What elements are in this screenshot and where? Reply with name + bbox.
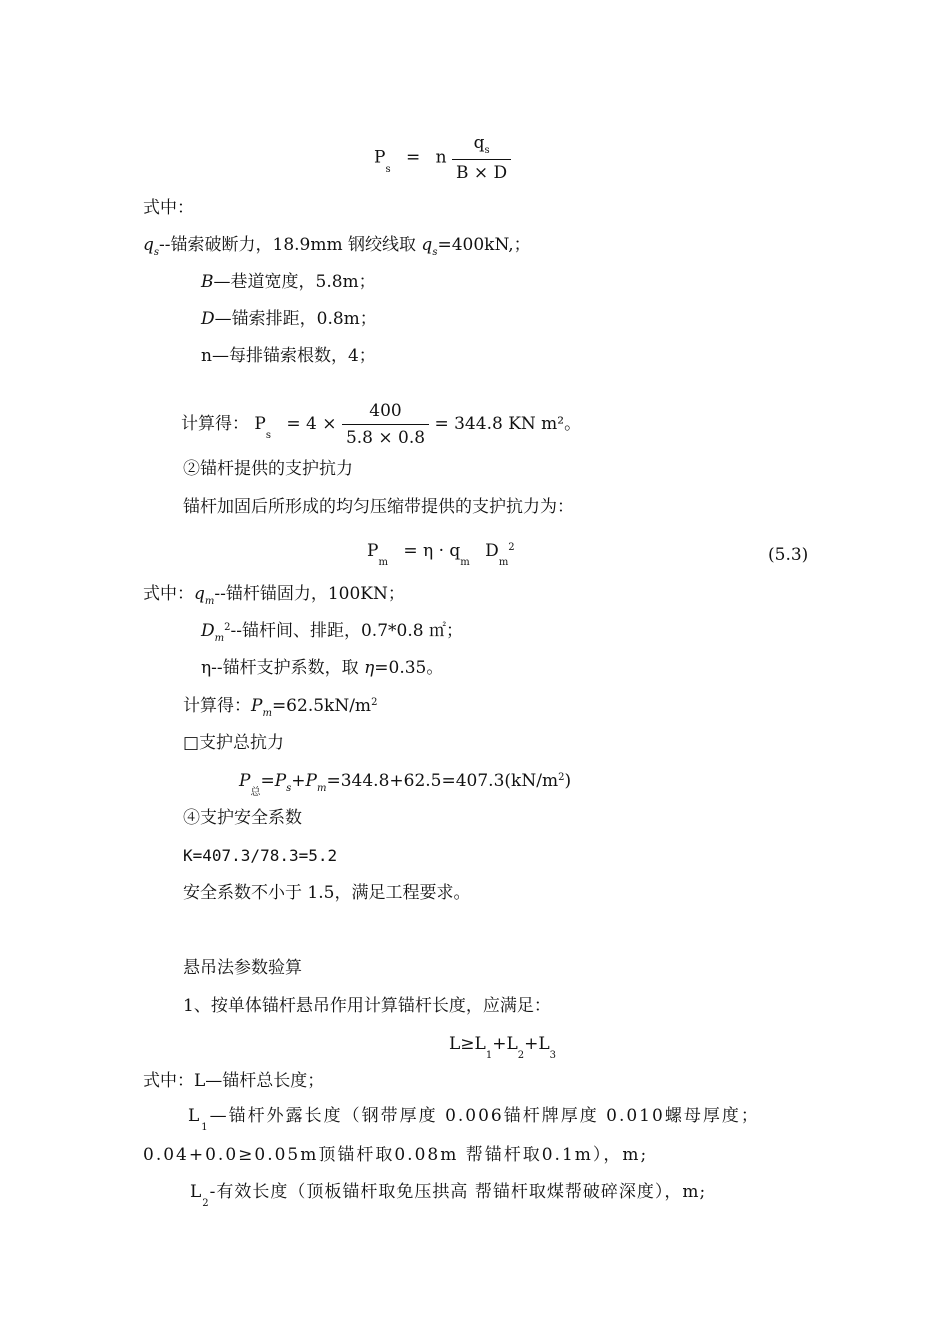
item2-title: ②锚杆提供的支护抗力 xyxy=(183,459,353,479)
formula-pm: $P_m = \eta \cdot q_m$ $D_m^2$ xyxy=(367,541,515,568)
item3-title: □支护总抗力 xyxy=(183,733,285,753)
safety-conclusion: 安全系数不小于 1.5，满足工程要求。 xyxy=(183,883,471,903)
fraction-qs-bd: $\frac{q_s}{B \times D}$ xyxy=(452,132,511,184)
qm-definition: 式中：$q_m--$锚杆锚固力，100KN； xyxy=(143,584,405,607)
d-definition: D—锚索排距，0.8m； xyxy=(201,309,377,329)
fraction-400: $\frac{400}{5.8 \times 0.8}$ xyxy=(342,400,429,449)
k-calculation: K=407.3/78.3=5.2 xyxy=(183,846,338,865)
b-definition: B—巷道宽度，5.8m； xyxy=(201,272,376,292)
item2-description: 锚杆加固后所形成的均匀压缩带提供的支护抗力为： xyxy=(183,497,574,517)
section2-title: 悬吊法参数验算 xyxy=(183,958,302,978)
l-total-definition: 式中：L—锚杆总长度； xyxy=(143,1071,325,1091)
l2-definition: $L_2-$有效长度（顶板锚杆取免压拱高 帮锚杆取煤帮破碎深度），m; xyxy=(190,1182,707,1209)
where-label-1: 式中： xyxy=(143,198,194,218)
formula-ps: $P_s = n$ $\frac{q_s}{B \times D}$ xyxy=(374,132,511,184)
l1-continuation: 0.04+0.0≥0.05m顶锚杆取0.08m 帮锚杆取0.1m），m; xyxy=(143,1145,649,1165)
dm-definition: $D_m^2--$锚杆间、排距，0.7*0.8 ㎡； xyxy=(201,621,463,644)
l1-definition: $L_1—$锚杆外露长度（钢带厚度 0.006锚杆牌厚度 0.010螺母厚度； xyxy=(188,1106,760,1133)
qs-definition: $q_s--$锚索破断力，18.9mm 钢绞线取 $q_s=400kN$,； xyxy=(143,235,531,258)
item4-title: ④支护安全系数 xyxy=(183,808,302,828)
n-definition: n—每排锚索根数，4； xyxy=(201,346,376,366)
total-resistance-formula: $P_总=P_s+P_m=344.8+62.5=407.3(kN/m^2)$ xyxy=(239,771,572,798)
formula-l: $L\ge L_1+L_2+L_3$ xyxy=(449,1034,557,1061)
eta-definition: η--锚杆支护系数，取 η=0.35。 xyxy=(201,658,444,678)
calc-ps: 计算得： $P_s = 4$ × $\frac{400}{5.8 \times 0.8}$ = 344.8 KN m²。 xyxy=(181,401,582,448)
equation-number: (5.3) xyxy=(768,545,809,565)
step1-line: 1、按单体锚杆悬吊作用计算锚杆长度，应满足： xyxy=(183,996,551,1016)
calc-pm: 计算得：$P_m=62.5kN/m^2$ xyxy=(183,696,378,719)
